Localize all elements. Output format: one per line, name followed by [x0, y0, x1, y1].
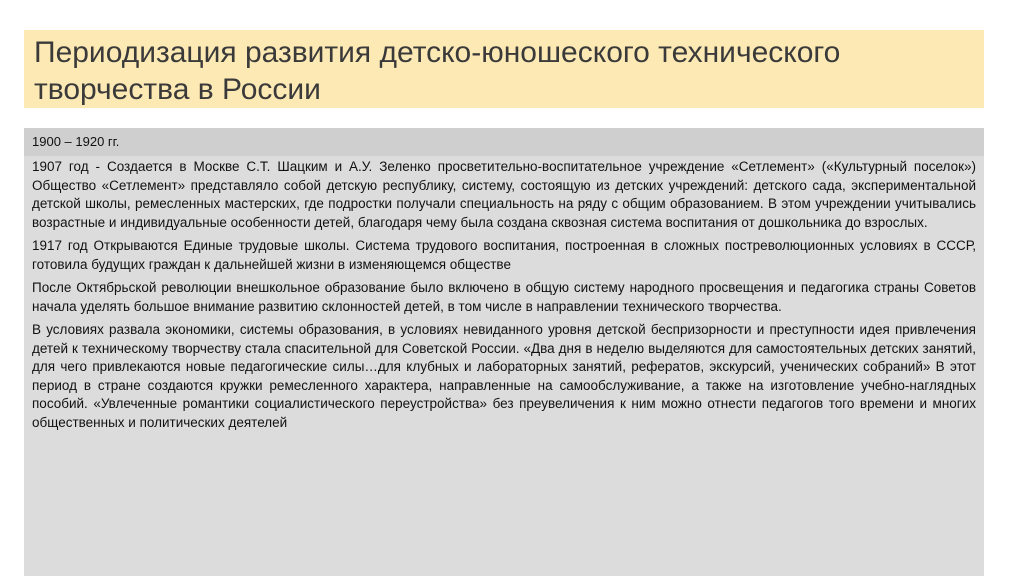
- paragraph-after-revolution: После Октябрьской революции внешкольное образование было включено в общую систему народного просвещения и педагогика страны Советов начала уделять большое внимание развитию склонностей детей, в том числе в направлении технического творчества.: [32, 280, 976, 314]
- period-header: 1900 – 1920 гг.: [24, 128, 984, 156]
- paragraph-1907: 1907 год - Создается в Москве С.Т. Шацким и А.У. Зеленко просветительно-воспитательное учреждение «Сетлемент» («Культурный поселок») Общество «Сетлемент» представляло собой детскую республику, систему, состоящую из детских учреждений: детского сада, экспериментальной детской школы, ремесленных мастерских, где подростки получали специальность на ряду с общим образованием. В этом учреждении учитывались возрастные и индивидуальные особенности детей, благодаря чему была создана сквозная система воспитания от дошкольника до взрослых.: [32, 159, 976, 230]
- content-table: [24, 128, 984, 576]
- content-body: [24, 156, 984, 432]
- paragraph-1917: 1917 год Открываются Единые трудовые школы. Система трудового воспитания, построенная в сложных постреволюционных условиях в СССР, готовила будущих граждан к дальнейшей жизни в изменяющемся обществе: [32, 238, 976, 272]
- paragraph-economic-collapse: В условиях развала экономики, системы образования, в условиях невиданного уровня детской беспризорности и преступности идея привлечения детей к техническому творчеству стала спасительной для Советской России. «Два дня в неделю выделяются для самостоятельных детских занятий, для чего привлекаются новые педагогические силы…для клубных и лабораторных занятий, рефератов, экскурсий, ученических собраний» В этот период в стране создаются кружки ремесленного характера, направленные на самообслуживание, а также на изготовление учебно-наглядных пособий. «Увлеченные романтики социалистического переустройства» без преувеличения к ним можно отнести педагогов того времени и многих общественных и политических деятелей: [32, 322, 976, 430]
- slide-title-box: [24, 30, 984, 108]
- slide-title-line-1: Периодизация развития детско-юношеского технического: [34, 36, 841, 69]
- slide-title-line-2: творчества в России: [34, 73, 321, 106]
